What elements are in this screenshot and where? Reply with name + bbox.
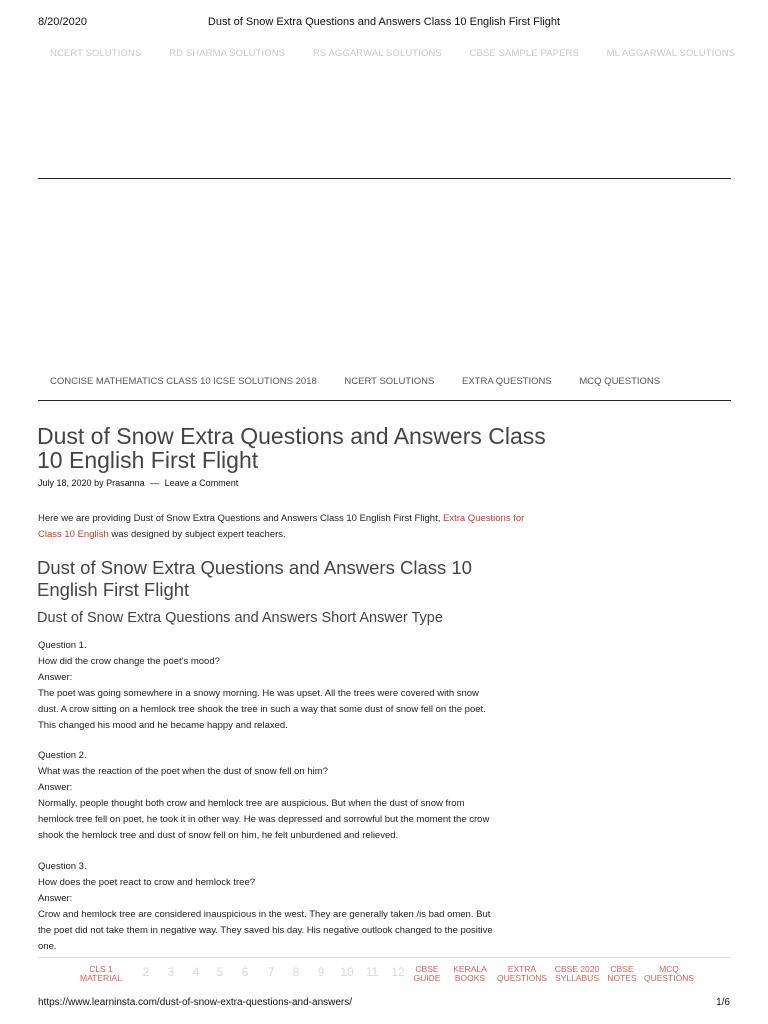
article-title: Dust of Snow Extra Questions and Answers Class 10 English First Flight [37, 423, 546, 473]
question-text: How does the poet react to crow and hemlock tree? [38, 877, 256, 888]
question-text: What was the reaction of the poet when the dust of snow fell on him? [38, 766, 328, 777]
page-number-link[interactable]: 8 [292, 965, 300, 979]
page-number-link[interactable]: 3 [167, 965, 175, 979]
page-number-link[interactable]: 7 [267, 965, 275, 979]
intro-tail: was designed by subject expert teachers. [111, 529, 286, 540]
bottom-nav-label: CBSE [610, 964, 634, 974]
answer-line: shook the hemlock tree and dust of snow fell on him, he felt unburdened and relieved. [38, 830, 399, 841]
bottom-nav-label: CBSE [415, 964, 439, 974]
secondary-nav-item[interactable]: MCQ QUESTIONS [579, 376, 661, 387]
bottom-nav [0, 963, 768, 985]
answer-line: dust. A crow sitting on a hemlock tree shook the tree in such a way that some dust of snow fell on the poet. [38, 704, 486, 715]
answer-label: Answer: [38, 782, 73, 793]
bottom-nav-item[interactable] [450, 965, 490, 983]
page-url: https://www.learninsta.com/dust-of-snow-extra-questions-and-answers/ [38, 997, 353, 1008]
secondary-nav-item[interactable]: NCERT SOLUTIONS [344, 376, 435, 387]
top-nav-item[interactable]: RS AGGARWAL SOLUTIONS [312, 48, 442, 59]
bottom-nav-label: QUESTIONS [496, 973, 548, 983]
print-title: Dust of Snow Extra Questions and Answers Class 10 English First Flight [207, 16, 561, 28]
intro-paragraph [38, 511, 528, 543]
bottom-nav-item[interactable] [412, 965, 442, 983]
secondary-nav-item[interactable]: CONCISE MATHEMATICS CLASS 10 ICSE SOLUTIONS 2018 [50, 376, 317, 387]
bottom-nav-label: KERALA [453, 964, 487, 974]
secondary-nav [50, 376, 685, 387]
bottom-nav-label: QUESTIONS [643, 973, 695, 983]
article-meta [38, 478, 238, 488]
bottom-nav-label: NOTES [607, 973, 637, 983]
bottom-nav-item[interactable] [642, 965, 696, 983]
header-divider [38, 178, 731, 179]
page-number-link[interactable]: 6 [241, 965, 249, 979]
answer-label: Answer: [38, 672, 73, 683]
bottom-nav-item[interactable] [78, 965, 124, 983]
section-heading: Dust of Snow Extra Questions and Answers Class 10 English First Flight [37, 557, 472, 600]
author-link[interactable]: Prasanna [106, 478, 145, 488]
page-number-link[interactable]: 5 [216, 965, 224, 979]
bottom-nav-label: SYLLABUS [555, 973, 599, 983]
answer-line: the poet did not take them in negative way. They saved his day. His negative outlook changed to the positive [38, 925, 493, 936]
intro-text: Here we are providing Dust of Snow Extra Questions and Answers Class 10 English First Flight, [38, 513, 441, 524]
page-number-link[interactable]: 11 [365, 965, 379, 979]
subsection-heading: Dust of Snow Extra Questions and Answers Short Answer Type [37, 610, 443, 626]
answer-line: Crow and hemlock tree are considered inauspicious in the west. They are generally taken /is bad omen. But [38, 909, 491, 920]
page-counter: 1/6 [716, 997, 730, 1008]
meta-separator: — [150, 478, 160, 488]
top-nav [50, 48, 760, 59]
answer-line: hemlock tree fell on poet, he took it in other way. He was depressed and sorrowful but the moment the crow [38, 814, 490, 825]
bottom-nav-item[interactable] [552, 965, 602, 983]
answer-label: Answer: [38, 893, 73, 904]
question-label: Question 1. [38, 640, 87, 651]
qa-block [38, 638, 528, 734]
bottom-nav-label: CBSE 2020 [554, 964, 600, 974]
answer-line: Normally, people thought both crow and hemlock tree are auspicious. But when the dust of snow from [38, 798, 465, 809]
bottom-nav-item[interactable] [496, 965, 548, 983]
bottom-nav-label: CLS 1 [89, 964, 113, 974]
question-text: How did the crow change the poet's mood? [38, 656, 220, 667]
top-nav-item[interactable]: RD SHARMA SOLUTIONS [169, 48, 286, 59]
extra-questions-link[interactable]: Extra Questions for Class 10 English [38, 513, 525, 540]
post-date[interactable]: July 18, 2020 [38, 478, 92, 488]
page-number-link[interactable]: 2 [142, 965, 150, 979]
question-label: Question 3. [38, 861, 87, 872]
by-label: by [94, 478, 104, 488]
page-number-link[interactable]: 9 [317, 965, 325, 979]
print-date: 8/20/2020 [38, 16, 87, 28]
qa-block [38, 859, 528, 955]
nav-divider [38, 400, 731, 401]
bottom-nav-item[interactable] [606, 965, 638, 983]
answer-line: This changed his mood and he became happy and relaxed. [38, 720, 288, 731]
qa-block [38, 748, 528, 844]
bottom-nav-divider [38, 957, 731, 958]
question-label: Question 2. [38, 750, 87, 761]
top-nav-item[interactable]: NCERT SOLUTIONS [50, 48, 142, 59]
top-nav-item[interactable]: CBSE SAMPLE PAPERS [469, 48, 579, 59]
bottom-nav-label: BOOKS [454, 973, 486, 983]
top-nav-item[interactable]: ML AGGARWAL SOLUTIONS [606, 48, 736, 59]
page-number-link[interactable]: 10 [340, 965, 354, 979]
page-number-link[interactable]: 4 [192, 965, 200, 979]
secondary-nav-item[interactable]: EXTRA QUESTIONS [461, 376, 552, 387]
page-number-link[interactable]: 12 [391, 965, 405, 979]
bottom-nav-label: MCQ [659, 964, 679, 974]
answer-line: one. [38, 941, 57, 952]
bottom-nav-label: GUIDE [413, 973, 441, 983]
answer-line: The poet was going somewhere in a snowy morning. He was upset. All the trees were covered with snow [38, 688, 479, 699]
bottom-nav-label: MATERIAL [80, 973, 122, 983]
bottom-nav-label: EXTRA [507, 964, 537, 974]
leave-comment-link[interactable]: Leave a Comment [164, 478, 239, 488]
